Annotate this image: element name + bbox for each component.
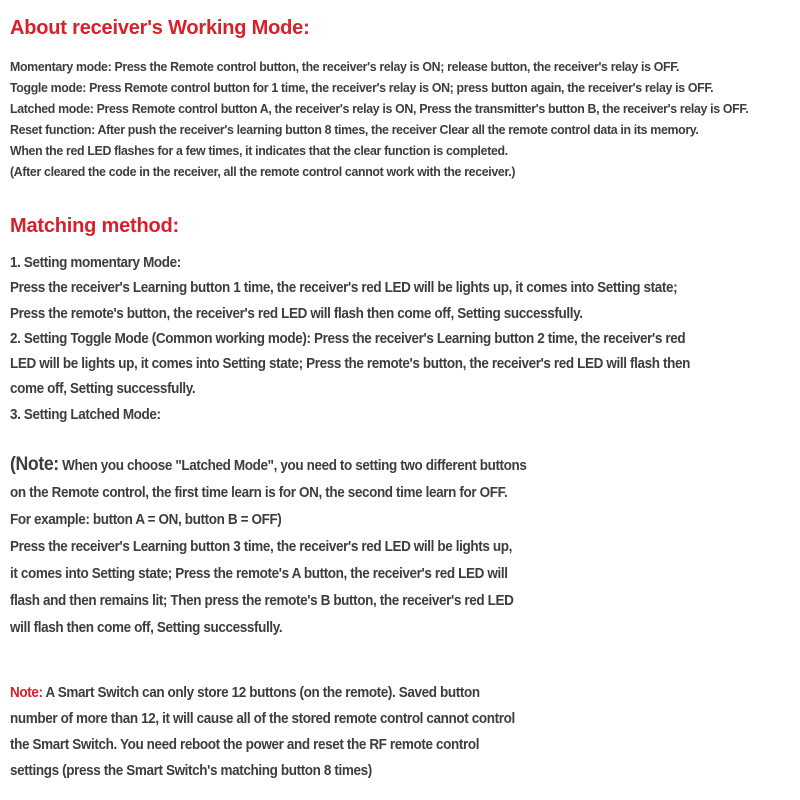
text-line-momentary-step1: Press the receiver's Learning button 1 time, the receiver's red LED will be lights up, it comes into Setting state; [10, 280, 678, 297]
text-line-capacity-note-2: the Smart Switch. You need reboot the power and reset the RF remote control [10, 737, 480, 754]
note-red-label: Note: [10, 685, 43, 702]
text-line-toggle-step3: come off, Setting successfully. [10, 381, 196, 398]
matching-method-paragraph [10, 251, 800, 428]
text-line-setting-momentary: 1. Setting momentary Mode: [10, 255, 181, 271]
text-line-toggle-step2: LED will be lights up, it comes into Setting state; Press the remote's button, the receiver's red LED will flash then [10, 356, 690, 373]
text-line-latched-note-3: Press the receiver's Learning button 3 time, the receiver's red LED will be lights up, [10, 539, 512, 556]
text-line-after-cleared: (After cleared the code in the receiver, all the remote control cannot work with the receiver.) [10, 164, 516, 179]
text-line-toggle-step1: 2. Setting Toggle Mode (Common working mode): Press the receiver's Learning button 2 time, the receiver's red [10, 330, 686, 347]
text-line-capacity-note-3: settings (press the Smart Switch's matching button 8 times) [10, 763, 372, 780]
capacity-note-rest: A Smart Switch can only store 12 buttons (on the remote). Saved button [42, 685, 480, 702]
text-line-capacity-note-lead [10, 680, 745, 706]
text-line-latched-note-2: For example: button A = ON, button B = OFF) [10, 512, 282, 529]
note-lead-rest: When you choose "Latched Mode", you need to setting two different buttons [58, 458, 527, 475]
section-latched-note [10, 451, 800, 642]
matching-method-heading: Matching method: [10, 215, 180, 237]
text-line-latched-note-6: will flash then come off, Setting successfully. [10, 620, 283, 637]
text-line-reset-function: Reset function: After push the receiver's learning button 8 times, the receiver Clear all the remote control data in its memory. [10, 122, 699, 137]
text-line-latched-note-4: it comes into Setting state; Press the remote's A button, the receiver's red LED will [10, 566, 508, 583]
text-line-momentary-step2: Press the remote's button, the receiver's red LED will flash then come off, Setting successfully. [10, 305, 583, 322]
text-line-momentary-mode: Momentary mode: Press the Remote control button, the receiver's relay is ON; release button, the receiver's relay is OFF. [10, 59, 680, 74]
text-line-capacity-note-1: number of more than 12, it will cause all of the stored remote control cannot control [10, 711, 515, 728]
text-line-led-flashes: When the red LED flashes for a few times, it indicates that the clear function is completed. [10, 143, 508, 158]
section-working-mode [10, 15, 800, 182]
latched-note-paragraph [10, 451, 800, 642]
capacity-note-paragraph [10, 680, 800, 784]
section-capacity-note [10, 680, 800, 784]
section-matching-method [10, 213, 800, 428]
text-line-setting-latched: 3. Setting Latched Mode: [10, 406, 161, 423]
text-line-latched-note-1: on the Remote control, the first time learn is for ON, the second time learn for OFF. [10, 485, 508, 502]
working-mode-heading: About receiver's Working Mode: [10, 17, 310, 39]
text-line-latched-mode: Latched mode: Press Remote control button A, the receiver's relay is ON, Press the transmitter's button B, the receiver's relay is OFF. [10, 101, 749, 116]
text-line-latched-note-lead [10, 451, 745, 480]
working-mode-paragraph [10, 56, 800, 182]
text-line-latched-note-5: flash and then remains lit; Then press the remote's B button, the receiver's red LED [10, 593, 514, 610]
text-line-toggle-mode: Toggle mode: Press Remote control button for 1 time, the receiver's relay is ON; press button again, the receiver's relay is OFF. [10, 80, 714, 95]
note-lead-label: (Note: [10, 454, 59, 476]
